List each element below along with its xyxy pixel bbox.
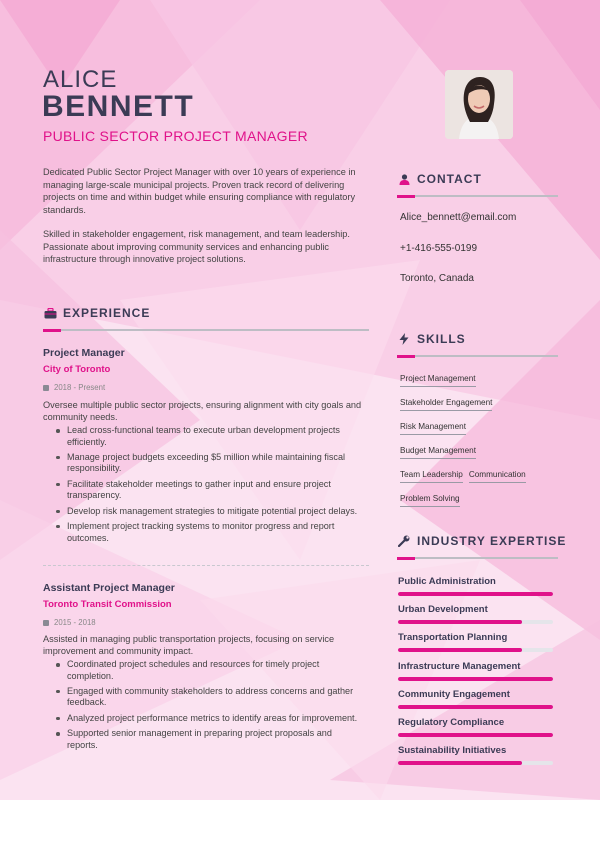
lightning-icon bbox=[397, 332, 411, 346]
skill-tag: Risk Management bbox=[400, 421, 466, 435]
expertise-name: Public Administration bbox=[398, 576, 496, 587]
skills-list bbox=[400, 373, 560, 512]
briefcase-icon bbox=[43, 306, 57, 320]
skill-tag: Budget Management bbox=[400, 445, 476, 459]
expertise-level-fill bbox=[398, 620, 522, 624]
expertise-level-fill bbox=[398, 648, 522, 652]
expertise-level-bar bbox=[398, 733, 553, 737]
experience-title: EXPERIENCE bbox=[63, 306, 151, 320]
expertise-item bbox=[398, 661, 553, 689]
job-1-bullet: Facilitate stakeholder meetings to gather input and ensure project transparency. bbox=[56, 479, 361, 502]
calendar-icon bbox=[43, 620, 49, 626]
expertise-level-fill bbox=[398, 705, 553, 709]
contact-location: Toronto, Canada bbox=[400, 273, 474, 284]
skill-tag: Stakeholder Engagement bbox=[400, 397, 492, 411]
expertise-level-fill bbox=[398, 733, 553, 737]
expertise-item bbox=[398, 745, 553, 773]
contact-phone[interactable]: +1-416-555-0199 bbox=[400, 243, 478, 254]
expertise-title: INDUSTRY EXPERTISE bbox=[417, 534, 567, 548]
expertise-list bbox=[398, 576, 553, 773]
job-2-bullet: Engaged with community stakeholders to address concerns and gather feedback. bbox=[56, 686, 361, 709]
skill-tag: Project Management bbox=[400, 373, 476, 387]
job-1-title: Project Manager bbox=[43, 347, 125, 359]
job-1-bullet: Lead cross-functional teams to execute urban development projects efficiently. bbox=[56, 425, 361, 448]
expertise-level-bar bbox=[398, 761, 553, 765]
calendar-icon bbox=[43, 385, 49, 391]
job-2-dates bbox=[43, 618, 96, 627]
summary-paragraph-1: Dedicated Public Sector Project Manager with over 10 years of experience in managing large-scale municipal projects. Proven track record of delivering projects on time and within budget while ensuring compliance with regulatory standards. bbox=[43, 167, 356, 215]
skill-tag: Team Leadership bbox=[400, 469, 463, 483]
expertise-name: Urban Development bbox=[398, 604, 488, 616]
expertise-level-fill bbox=[398, 677, 553, 681]
expertise-level-bar bbox=[398, 705, 553, 709]
job-2-description: Assisted in managing public transportation projects, focusing on service improvement and community impact. bbox=[43, 634, 335, 657]
skill-tag: Communication bbox=[469, 469, 526, 483]
expertise-name: Sustainability Initiatives bbox=[398, 745, 507, 757]
job-2-bullet: Coordinated project schedules and resources for timely project completion. bbox=[56, 659, 361, 682]
expertise-name: Infrastructure Management bbox=[398, 660, 521, 672]
profile-photo bbox=[445, 70, 513, 139]
skills-heading bbox=[397, 332, 466, 346]
job-1-dates bbox=[43, 383, 105, 392]
job-1-date-text: 2018 - Present bbox=[54, 383, 106, 392]
expertise-level-bar bbox=[398, 648, 553, 652]
expertise-rule bbox=[397, 557, 558, 559]
contact-email[interactable]: Alice_bennett@email.com bbox=[400, 212, 517, 223]
expertise-level-bar bbox=[398, 620, 553, 624]
job-1-bullet: Develop risk management strategies to mitigate potential project delays. bbox=[56, 506, 361, 518]
first-name: ALICE bbox=[43, 66, 118, 93]
job-1-description: Oversee multiple public sector projects, ensuring alignment with city goals and community needs. bbox=[43, 400, 362, 423]
expertise-item bbox=[398, 717, 553, 745]
job-1-bullet: Implement project tracking systems to monitor progress and report outcomes. bbox=[56, 521, 361, 544]
skills-title: SKILLS bbox=[417, 332, 466, 346]
expertise-name: Transportation Planning bbox=[398, 632, 508, 644]
skill-tag: Problem Solving bbox=[400, 493, 460, 507]
expertise-level-fill bbox=[398, 592, 553, 596]
job-2-bullet: Analyzed project performance metrics to identify areas for improvement. bbox=[56, 713, 361, 725]
expertise-level-bar bbox=[398, 592, 553, 596]
job-1-company: City of Toronto bbox=[43, 364, 111, 375]
job-divider bbox=[43, 565, 369, 566]
person-icon bbox=[397, 172, 411, 186]
expertise-level-fill bbox=[398, 761, 522, 765]
expertise-heading bbox=[397, 534, 566, 548]
job-2-company: Toronto Transit Commission bbox=[43, 599, 172, 610]
expertise-name: Regulatory Compliance bbox=[398, 716, 505, 728]
contact-heading bbox=[397, 172, 482, 186]
expertise-item bbox=[398, 576, 553, 604]
wrench-icon bbox=[397, 534, 411, 548]
job-2-bullet: Supported senior management in preparing project proposals and reports. bbox=[56, 728, 361, 751]
summary-paragraph-2: Skilled in stakeholder engagement, risk management, and team leadership. Passionate about improving community services and enhancing public infrastructure through innovative project solutions. bbox=[43, 229, 350, 264]
job-2-bullets bbox=[56, 659, 361, 755]
skills-rule bbox=[397, 355, 558, 357]
expertise-item bbox=[398, 632, 553, 660]
job-1-bullet: Manage project budgets exceeding $5 million while maintaining fiscal responsibility. bbox=[56, 452, 361, 475]
expertise-item bbox=[398, 604, 553, 632]
job-2-date-text: 2015 - 2018 bbox=[54, 618, 96, 627]
contact-rule bbox=[397, 195, 558, 197]
contact-title: CONTACT bbox=[417, 172, 482, 186]
job-2-title: Assistant Project Manager bbox=[43, 582, 175, 594]
experience-heading bbox=[43, 306, 150, 320]
last-name: BENNETT bbox=[42, 90, 195, 123]
experience-rule bbox=[43, 329, 369, 331]
expertise-item bbox=[398, 689, 553, 717]
expertise-name: Community Engagement bbox=[398, 688, 510, 700]
expertise-level-bar bbox=[398, 677, 553, 681]
job-role: PUBLIC SECTOR PROJECT MANAGER bbox=[43, 128, 308, 144]
profile-summary bbox=[43, 166, 373, 278]
job-1-bullets bbox=[56, 425, 361, 548]
